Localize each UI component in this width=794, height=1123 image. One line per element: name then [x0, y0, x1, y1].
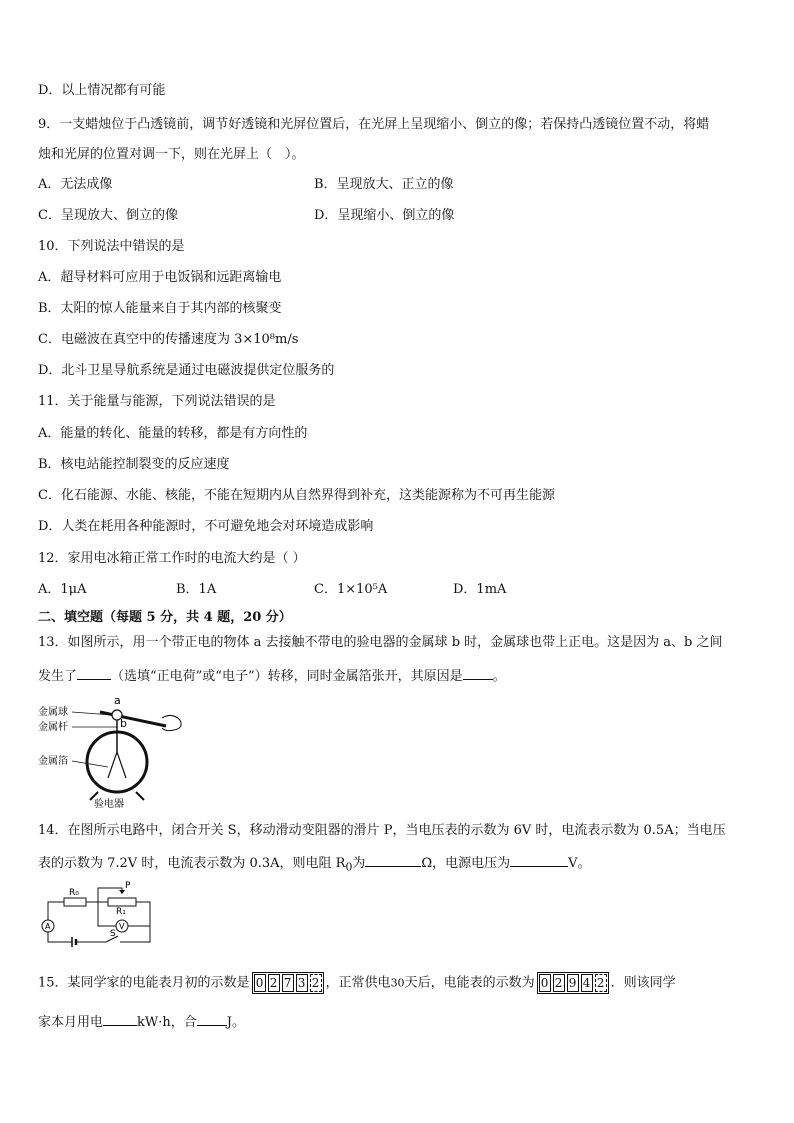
- q15-days: 30: [390, 976, 405, 990]
- q9-option-a: A．无法成像: [38, 177, 113, 192]
- q9-stem-line1: 9．一支蜡烛位于凸透镜前，调节好透镜和光屏位置后，在光屏上呈现缩小、倒立的像；若保持凸透镜位置不动，将蜡: [38, 117, 710, 132]
- label-metal-foil: 金属箔: [38, 756, 68, 767]
- q14-text-1: 表的示数为 7.2V 时，电流表示数为 0.3A，则电阻 R: [38, 856, 346, 871]
- metal-foil: [108, 752, 126, 778]
- circuit-figure: [40, 880, 158, 950]
- rheostat-r1: [108, 898, 136, 906]
- q12-option-c: C．1×10⁵A: [314, 582, 388, 597]
- label-metal-ball: 金属球: [38, 707, 68, 718]
- q13-stem-line2: [38, 665, 506, 686]
- resistor-r0: [64, 898, 86, 906]
- section-2-heading: 二、填空题（每题 5 分，共 4 题，20 分）: [38, 610, 292, 625]
- q12-option-b: B．1A: [176, 582, 217, 597]
- label-b: b: [120, 717, 127, 730]
- q9-option-d: D．呈现缩小、倒立的像: [314, 208, 455, 223]
- meter-end-digit: 9: [567, 974, 579, 992]
- label-electroscope: 验电器: [94, 799, 124, 810]
- meter-start-reading: [252, 972, 324, 994]
- q15-text-1: 15．某同学家的电能表月初的示数是: [38, 975, 250, 991]
- label-p: P: [125, 881, 131, 891]
- q10-option-a: A．超导材料可应用于电饭锅和远距离输电: [38, 270, 282, 285]
- meter-end-digit: 2: [553, 974, 565, 992]
- q9-option-b: B．呈现放大、正立的像: [314, 177, 454, 192]
- q10-option-b: B．太阳的惊人能量来自于其内部的核聚变: [38, 301, 282, 316]
- foil-pointer: [72, 761, 108, 767]
- q14-text-2: 为: [352, 856, 366, 871]
- q11-option-d: D．人类在耗用各种能源时，不可避免地会对环境造成影响: [38, 519, 374, 534]
- hand: [162, 715, 181, 730]
- q9-option-c: C．呈现放大、倒立的像: [38, 208, 178, 223]
- label-a: a: [114, 694, 121, 707]
- meter-start-digit: 2: [268, 974, 280, 992]
- q11-option-a: A．能量的转化、能量的转移，都是有方向性的: [38, 426, 308, 441]
- q10-option-d: D．北斗卫星导航系统是通过电磁波提供定位服务的: [38, 363, 335, 378]
- meter-start-digit: 7: [282, 974, 294, 992]
- q14-blank-1[interactable]: [365, 852, 421, 867]
- q15-blank-1[interactable]: [103, 1011, 137, 1026]
- q8-option-d: D．以上情况都有可能: [38, 83, 166, 98]
- electroscope-figure: [38, 694, 198, 810]
- q14-blank-2[interactable]: [510, 852, 568, 867]
- q9-stem-line2: 烛和光屏的位置对调一下，则在光屏上（ ）。: [38, 147, 305, 162]
- q12-stem: 12．家用电冰箱正常工作时的电流大约是（ ）: [38, 551, 306, 566]
- circuit-svg: [40, 880, 158, 950]
- meter-end-reading: [537, 972, 609, 994]
- q11-option-c: C．化石能源、水能、核能，不能在短期内从自然界得到补充，这类能源称为不可再生能源: [38, 488, 555, 503]
- q14-subscript: 0: [345, 860, 353, 874]
- label-ammeter: A: [45, 922, 51, 931]
- q13-text-3: 。: [492, 669, 506, 684]
- meter-end-digit: 4: [581, 974, 593, 992]
- q14-text-3: Ω，电源电压为: [421, 856, 511, 871]
- meter-end-decimal-digit: 2: [595, 974, 607, 992]
- q11-option-b: B．核电站能控制裂变的反应速度: [38, 457, 230, 472]
- label-metal-rod: 金属杆: [38, 722, 68, 733]
- q13-text-1: 发生了: [38, 669, 78, 684]
- q15-text-2: ，正常供电: [325, 975, 391, 991]
- wire-left-top: [48, 902, 64, 920]
- q15-blank-2[interactable]: [197, 1011, 227, 1026]
- q15-text-7: kW·h，合: [137, 1015, 197, 1030]
- meter-end-digit: 0: [539, 974, 551, 992]
- charged-rod: [100, 712, 166, 726]
- label-r1: R₁: [116, 907, 126, 917]
- q15-text-8: J。: [226, 1015, 245, 1030]
- wire-bottom-left: [48, 932, 72, 942]
- q11-stem: 11．关于能量与能源，下列说法错误的是: [38, 394, 276, 409]
- q15-text-5: ．则该同学: [610, 975, 676, 991]
- label-r0: R₀: [69, 888, 79, 898]
- q14-stem-line1: 14．在图所示电路中，闭合开关 S，移动滑动变阻器的滑片 P，当电压表的示数为 6V 时，电流表示数为 0.5A；当电压: [38, 823, 726, 838]
- label-voltmeter: V: [119, 922, 125, 931]
- q15-text-6: 家本月用电: [38, 1015, 104, 1030]
- q13-stem-line1: 13．如图所示，用一个带正电的物体 a 去接触不带电的验电器的金属球 b 时，金属球也带上正电。这是因为 a、b 之间: [38, 635, 723, 650]
- electroscope-svg: [38, 694, 198, 810]
- label-s: S: [110, 929, 116, 939]
- meter-start-digit: 3: [296, 974, 308, 992]
- meter-start-decimal-digit: 2: [310, 974, 322, 992]
- meter-start-digit: 0: [254, 974, 266, 992]
- q10-option-c: C．电磁波在真空中的传播速度为 3×10⁸m/s: [38, 332, 299, 347]
- q15-stem-line1: [38, 972, 676, 995]
- q12-option-a: A．1μA: [38, 582, 87, 597]
- q10-stem: 10．下列说法中错误的是: [38, 239, 185, 254]
- q14-text-4: V。: [568, 856, 591, 871]
- q13-blank-1[interactable]: [77, 665, 111, 680]
- q13-text-2: （选填“正电荷”或“电子”）转移，同时金属箔张开，其原因是: [111, 669, 463, 684]
- q14-stem-line2: [38, 852, 591, 877]
- q15-stem-line2: [38, 1011, 245, 1032]
- q15-text-4: 天后，电能表的示数为: [404, 975, 535, 991]
- q12-option-d: D．1mA: [453, 582, 507, 597]
- q13-blank-2[interactable]: [463, 665, 493, 680]
